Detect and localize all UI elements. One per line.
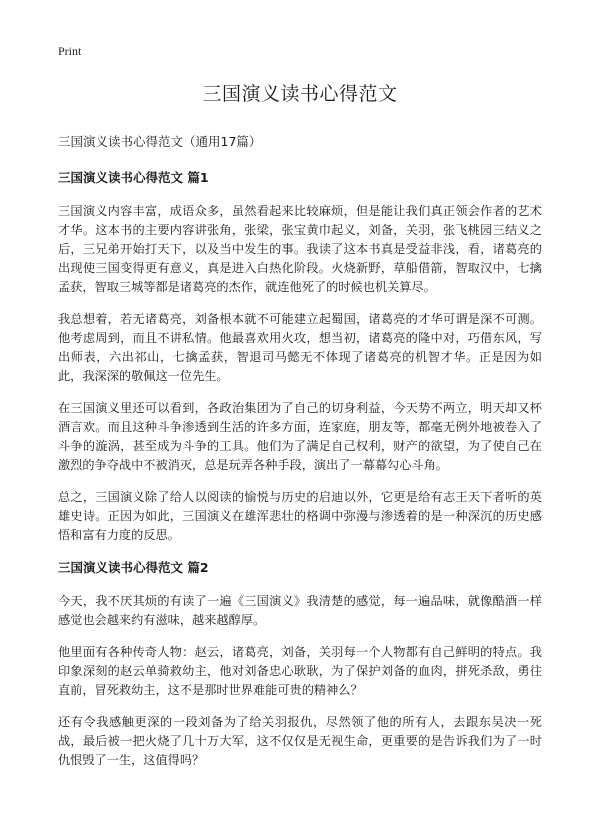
section-2 [58, 558, 542, 770]
paragraph: 他里面有各种传奇人物：赵云，诸葛亮，刘备，关羽每一个人物都有自己鲜明的特点。我印象深刻的赵云单骑救幼主，他对刘备忠心耿耿，为了保护刘备的血肉，拼死杀敌，勇往直前，冒死救幼主，这不是那时世界难能可贵的精神么？ [58, 645, 542, 697]
paragraph: 在三国演义里还可以看到，各政治集团为了自己的切身利益，今天势不两立，明天却又杯酒言欢。而且这种斗争渗透到生活的许多方面，连家庭，朋友等，都毫无例外地被卷入了斗争的漩涡，甚至成为斗争的工具。他们为了满足自己权利，财产的欲望，为了使自己在激烈的争夺战中不被消灭，总是玩弄各种手段，演出了一幕幕勾心斗角。 [58, 401, 542, 472]
section-heading: 三国演义读书心得范文 篇2 [58, 560, 209, 575]
paragraph: 我总想着，若无诸葛亮，刘备根本就不可能建立起蜀国，诸葛亮的才华可谓是深不可测。他考虑周到，而且不讲私情。他最喜欢用火攻，想当初，诸葛亮的隆中对，巧借东风，写出师表，六出祁山，七擒孟获，智退司马懿无不体现了诸葛亮的机智才华。正是因为如此，我深深的敬佩这一位先生。 [58, 312, 542, 383]
paragraph: 今天，我不厌其烦的有读了一遍《三国演义》我清楚的感觉，每一遍品味，就像酷酒一样感觉也会越来约有滋味，越来越醇厚。 [58, 594, 542, 627]
paragraph: 总之，三国演义除了给人以阅读的愉悦与历史的启迪以外，它更是给有志王天下者听的英雄史诗。正因为如此，三国演义在雄浑悲壮的格调中弥漫与渗透着的是一种深沉的历史感悟和富有力度的反思。 [58, 490, 542, 542]
document-subtitle: 三国演义读书心得范文（通用17篇） [58, 134, 262, 149]
paragraph: 还有令我感触更深的一段刘备为了给关羽报仇，尽然领了他的所有人，去跟东吴决一死战，最后被一把火烧了几十万大军，这不仅仅是无视生命，更重要的是告诉我们为了一时仇恨毁了一生，这值得吗？ [58, 715, 542, 767]
section-1 [58, 168, 542, 545]
document-title: 三国演义读书心得范文 [202, 83, 398, 105]
print-label[interactable]: Print [58, 44, 82, 58]
paragraph: 三国演义内容丰富，成语众多，虽然看起来比较麻烦，但是能让我们真正领会作者的艺术才华。这本书的主要内容讲张角，张梁，张宝黄巾起义，刘备，关羽，张飞桃园三结义之后，三兄弟开始打天下，以及当中发生的事。我读了这本书真是受益非浅，看，诸葛亮的出现使三国变得更有意义，真是进入白热化阶段。火烧新野，草船借箭，智取汉中，七擒孟获，智取三城等都是诸葛亮的杰作，就连他死了的时候也机关算尽。 [58, 204, 542, 294]
section-heading: 三国演义读书心得范文 篇1 [58, 170, 209, 185]
